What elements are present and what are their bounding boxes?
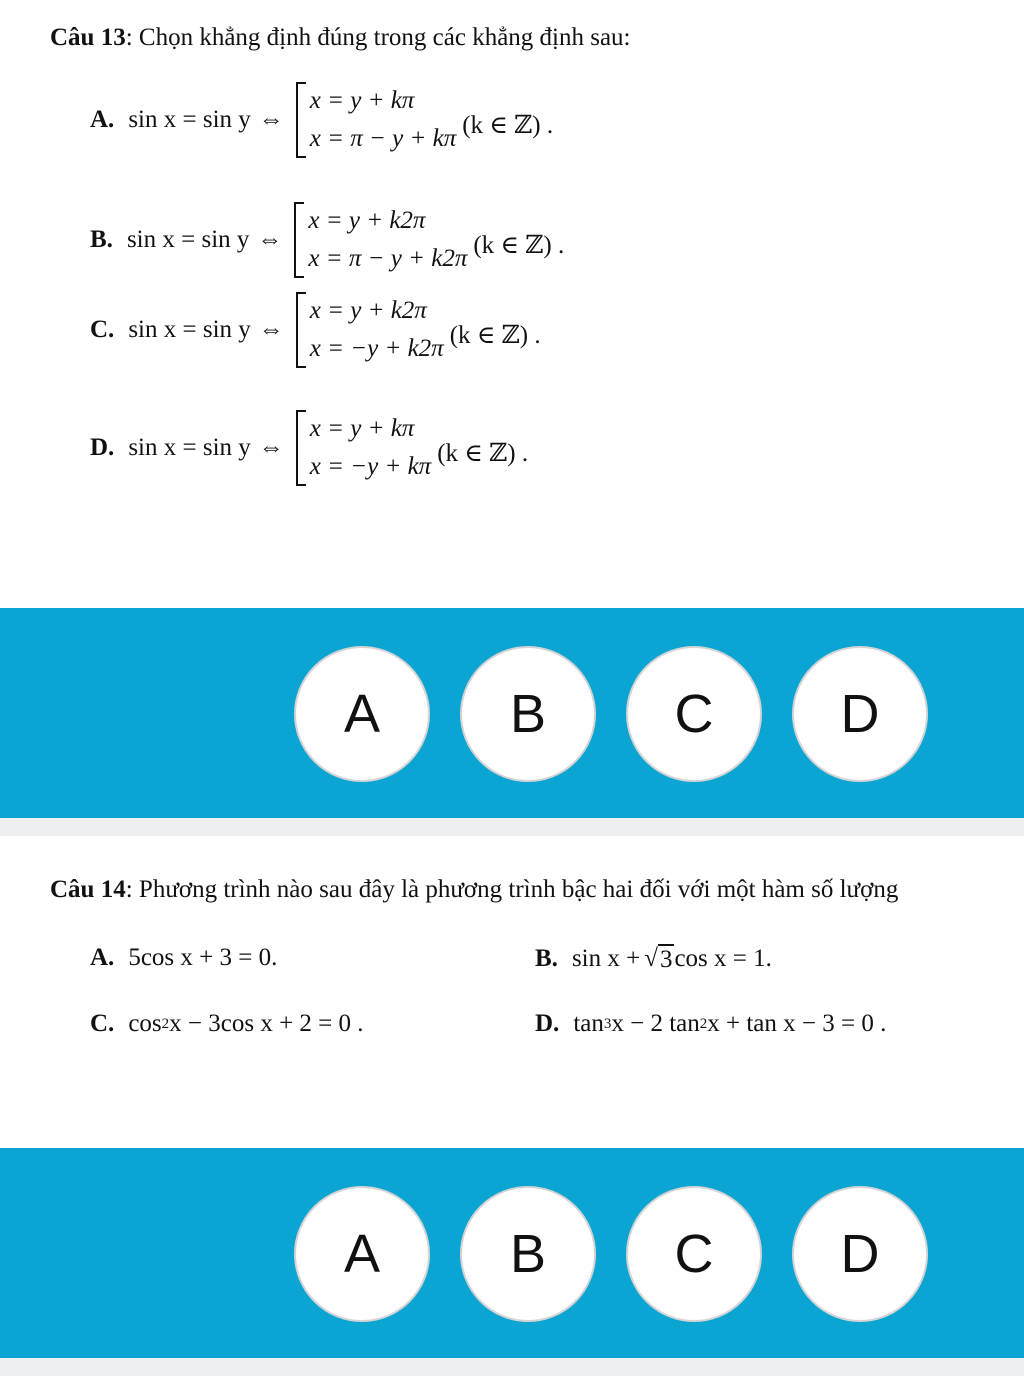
separator — [0, 818, 1024, 836]
q13-option-a: A. sin x = sin y ⇔ x = y + kπ x = π − y + kπ (k ∈ ℤ) . — [90, 82, 553, 158]
answer-b-button-q14[interactable]: B — [460, 1186, 596, 1322]
q14-option-a: A. 5cos x + 3 = 0. — [90, 944, 278, 971]
q13-option-c: C. sin x = sin y ⇔ x = y + k2π x = −y + k2π (k ∈ ℤ) . — [90, 292, 541, 368]
q14-option-c: C. cos 2 x − 3cos x + 2 = 0 . — [90, 1010, 364, 1037]
answer-d-button-q14[interactable]: D — [792, 1186, 928, 1322]
answer-b-button-q13[interactable]: B — [460, 646, 596, 782]
q13-option-b: B. sin x = sin y ⇔ x = y + k2π x = π − y + k2π (k ∈ ℤ) . — [90, 202, 564, 278]
answer-d-button-q13[interactable]: D — [792, 646, 928, 782]
answer-a-button-q14[interactable]: A — [294, 1186, 430, 1322]
answer-a-button-q13[interactable]: A — [294, 646, 430, 782]
question-13-title: Câu 13: Chọn khẳng định đúng trong các khẳng định sau: — [50, 24, 631, 51]
q14-option-d: D. tan 3 x − 2 tan 2 x + tan x − 3 = 0 . — [535, 1010, 887, 1037]
q13-option-d: D. sin x = sin y ⇔ x = y + kπ x = −y + kπ (k ∈ ℤ) . — [90, 410, 528, 486]
answer-c-button-q14[interactable]: C — [626, 1186, 762, 1322]
q14-option-b: B. sin x + √ 3 cos x = 1. — [535, 945, 772, 973]
question-14-title: Câu 14: Phương trình nào sau đây là phương trình bậc hai đối với một hàm số lượng — [50, 876, 899, 903]
separator-bottom — [0, 1358, 1024, 1376]
answer-c-button-q13[interactable]: C — [626, 646, 762, 782]
